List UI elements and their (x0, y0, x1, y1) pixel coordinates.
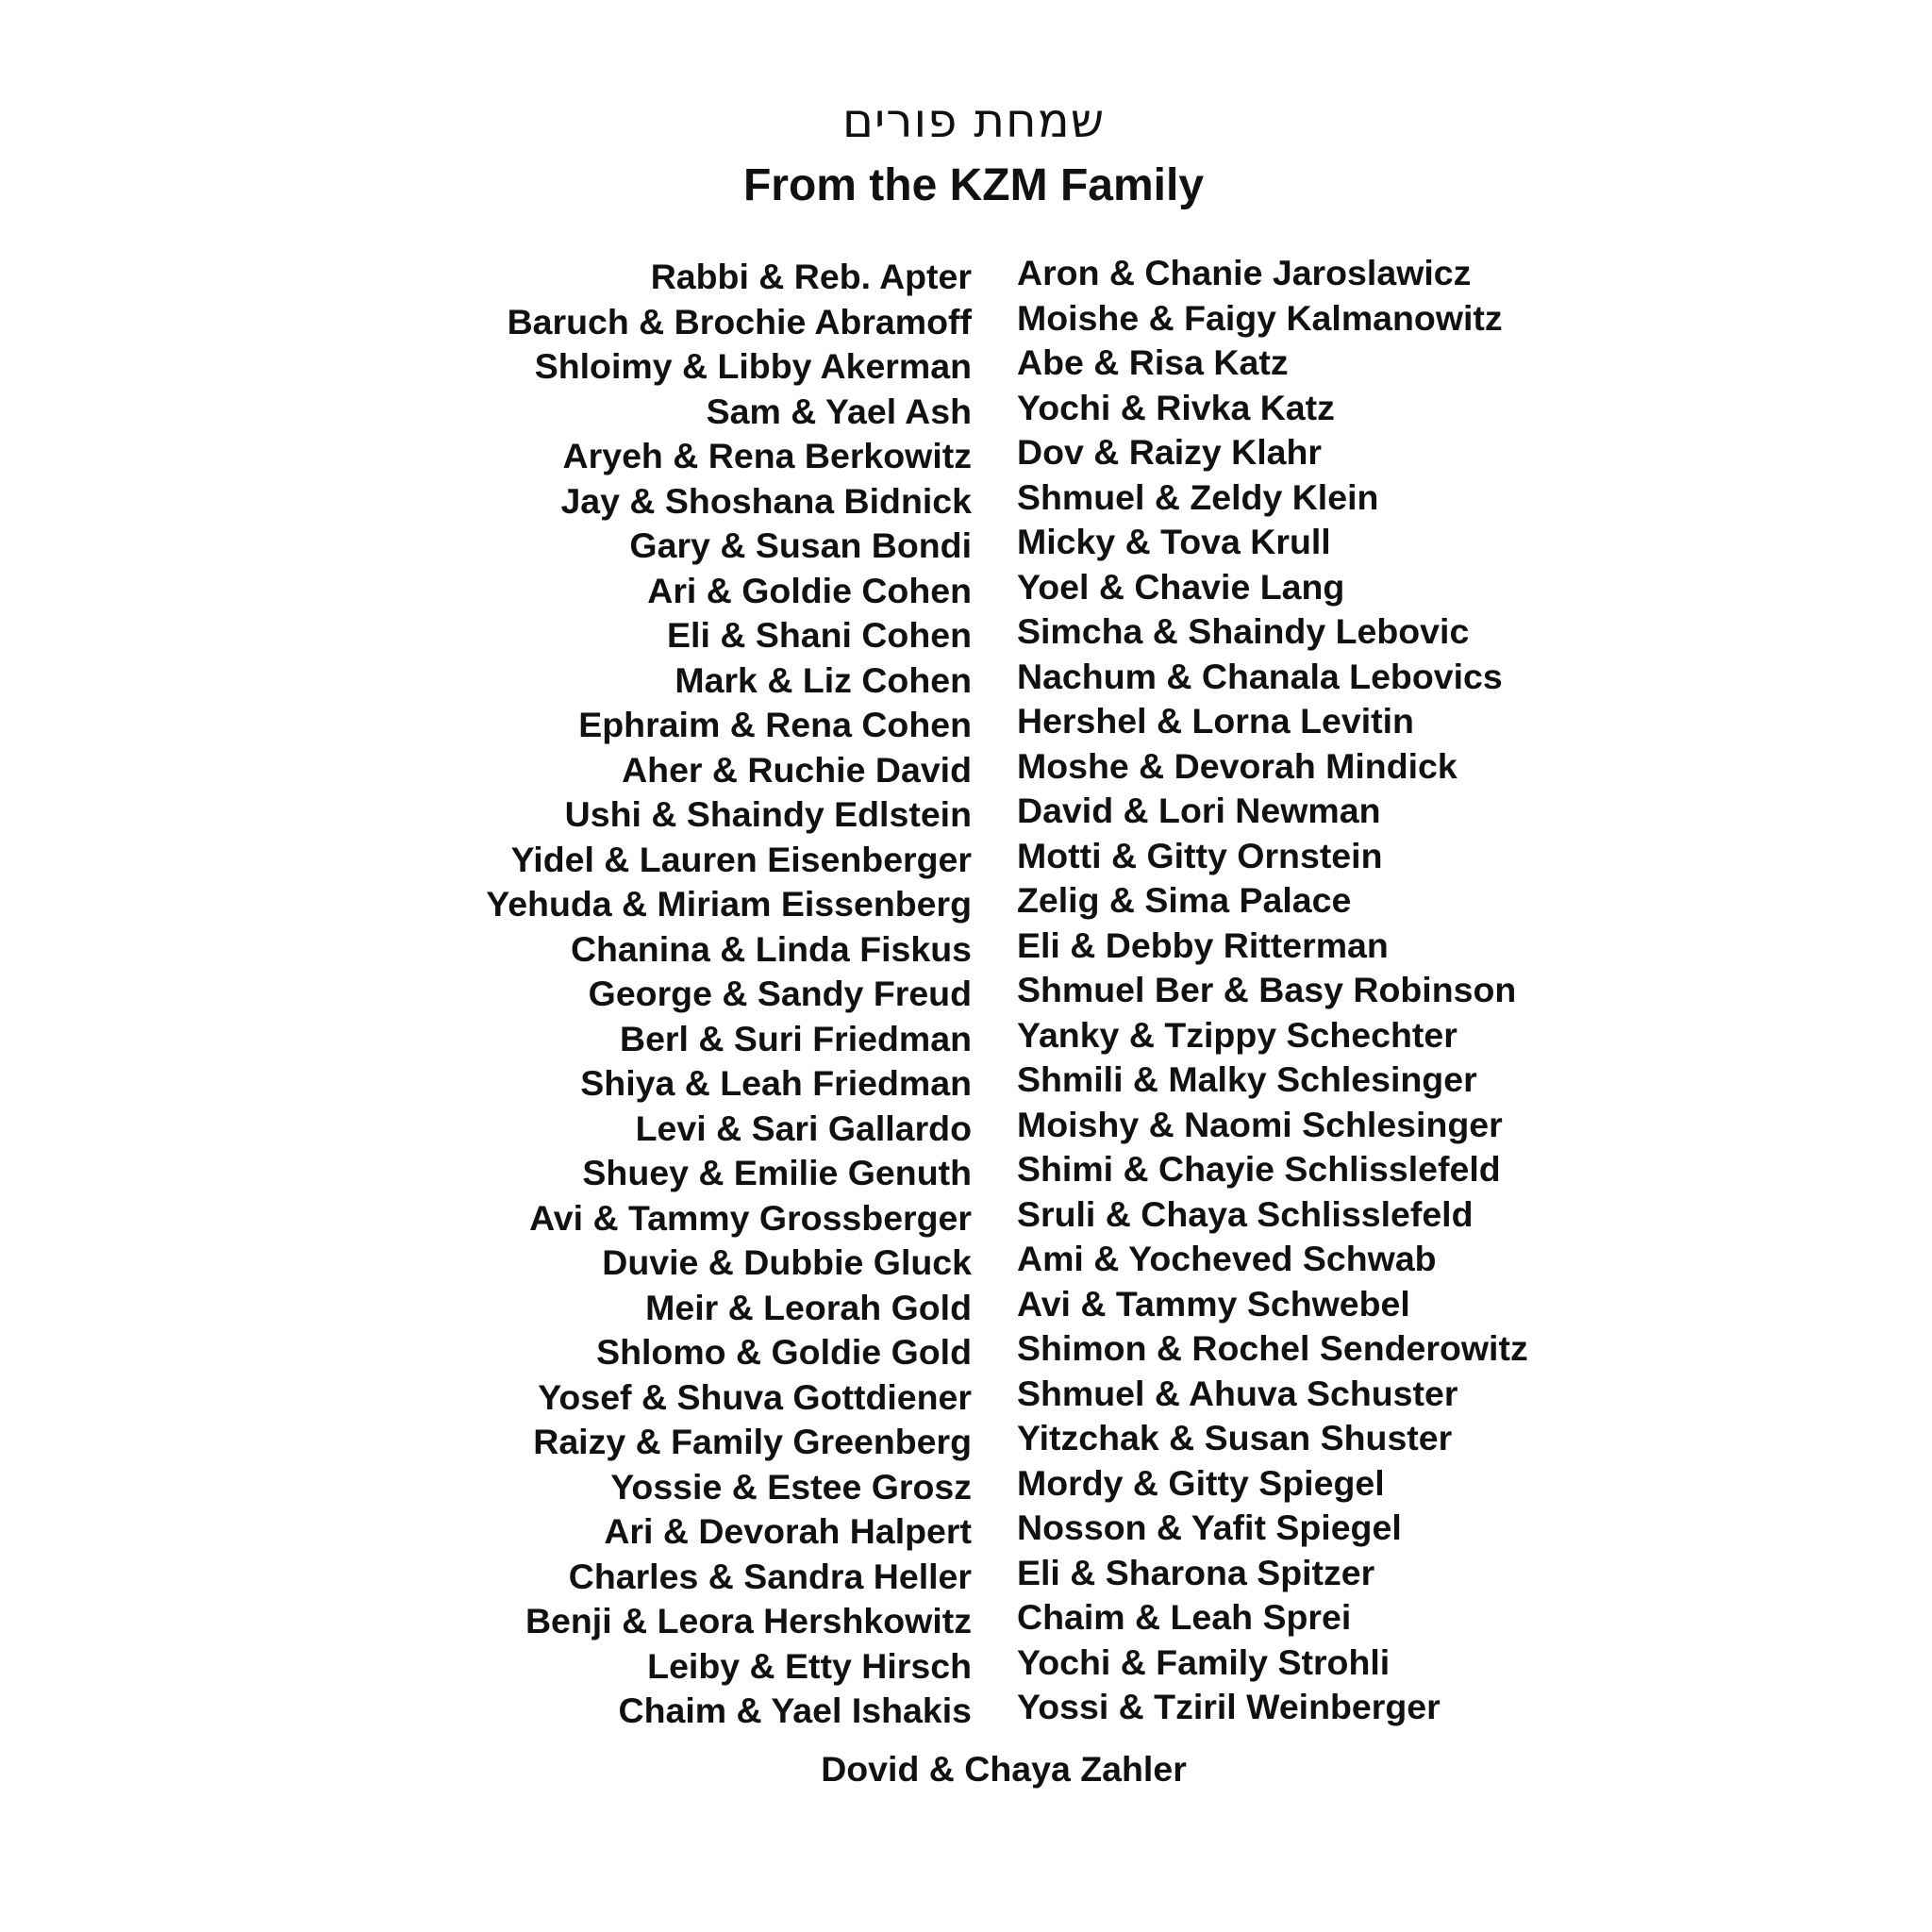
name-entry: Ushi & Shaindy Edlstein (564, 794, 972, 834)
name-entry: Shlomo & Goldie Gold (596, 1332, 972, 1372)
name-entry: Yidel & Lauren Eisenberger (510, 839, 972, 879)
name-entry: Avi & Tammy Schwebel (1017, 1283, 1410, 1324)
name-entry: Shiya & Leah Friedman (580, 1063, 972, 1103)
final-name: Dovid & Chaya Zahler (821, 1749, 1187, 1789)
name-entry: Nachum & Chanala Lebovics (1017, 656, 1503, 696)
name-entry: Nosson & Yafit Spiegel (1017, 1507, 1402, 1547)
name-entry: Dov & Raizy Klahr (1017, 432, 1322, 472)
name-entry: Mordy & Gitty Spiegel (1017, 1462, 1385, 1503)
name-entry: Shmuel & Ahuva Schuster (1017, 1373, 1458, 1413)
name-entry: Aron & Chanie Jaroslawicz (1017, 253, 1472, 292)
name-entry: Moishy & Naomi Schlesinger (1017, 1104, 1503, 1144)
name-entry: Motti & Gitty Ornstein (1017, 835, 1383, 875)
name-entry: Meir & Leorah Gold (645, 1287, 972, 1327)
name-entry: David & Lori Newman (1017, 791, 1381, 830)
name-entry: Benji & Leora Hershkowitz (525, 1601, 972, 1641)
name-entry: George & Sandy Freud (588, 974, 972, 1013)
name-entry: Mark & Liz Cohen (675, 659, 972, 700)
name-entry: Yosef & Shuva Gottdiener (538, 1376, 972, 1417)
page-subtitle: From the KZM Family (742, 160, 1205, 210)
name-entry: Chaim & Leah Sprei (1017, 1597, 1352, 1637)
name-entry: Yoel & Chavie Lang (1017, 566, 1345, 607)
names-column-left (486, 255, 972, 1734)
name-entry: Hershel & Lorna Levitin (1017, 701, 1414, 741)
name-entry: Yanky & Tzippy Schechter (1017, 1014, 1457, 1055)
name-entry: Shloimy & Libby Akerman (534, 346, 972, 386)
name-entry: Ari & Devorah Halpert (604, 1511, 972, 1551)
names-column-right (1017, 251, 1528, 1730)
name-entry: Shuey & Emilie Genuth (582, 1153, 972, 1192)
name-entry: Ephraim & Rena Cohen (578, 705, 972, 744)
name-entry: Shimon & Rochel Senderowitz (1017, 1328, 1528, 1368)
name-entry: Gary & Susan Bondi (629, 525, 972, 565)
name-entry: Chaim & Yael Ishakis (618, 1690, 972, 1730)
name-entry: Jay & Shoshana Bidnick (560, 480, 972, 521)
name-entry: Berl & Suri Friedman (619, 1018, 972, 1058)
name-entry: Rabbi & Reb. Apter (650, 257, 972, 296)
name-entry: Raizy & Family Greenberg (533, 1422, 972, 1461)
name-entry: Leiby & Etty Hirsch (647, 1645, 972, 1686)
name-entry: Yehuda & Miriam Eissenberg (486, 884, 972, 924)
name-entry: Sam & Yael Ash (706, 391, 972, 431)
name-entry: Moshe & Devorah Mindick (1017, 745, 1457, 786)
name-entry: Shimi & Chayie Schlisslefeld (1017, 1149, 1501, 1189)
name-entry: Yossie & Estee Grosz (610, 1466, 972, 1507)
name-entry: Charles & Sandra Heller (568, 1556, 972, 1596)
name-entry: Shmili & Malky Schlesinger (1017, 1059, 1477, 1099)
name-entry: Aryeh & Rena Berkowitz (562, 436, 972, 475)
name-entry: Yochi & Rivka Katz (1017, 387, 1335, 427)
name-entry: Sruli & Chaya Schlisslefeld (1017, 1193, 1474, 1234)
name-entry: Aher & Ruchie David (622, 749, 972, 790)
name-entry: Yochi & Family Strohli (1017, 1641, 1391, 1682)
name-entry: Yossi & Tziril Weinberger (1017, 1687, 1441, 1726)
name-entry: Micky & Tova Krull (1017, 522, 1331, 561)
name-entry: Simcha & Shaindy Lebovic (1017, 611, 1470, 651)
name-entry: Yitzchak & Susan Shuster (1017, 1418, 1453, 1457)
name-entry: Eli & Debby Ritterman (1017, 924, 1389, 965)
hebrew-title: שמחת פורים (841, 93, 1106, 148)
name-entry: Baruch & Brochie Abramoff (507, 301, 972, 341)
name-entry: Abe & Risa Katz (1017, 342, 1289, 382)
name-entry: Avi & Tammy Grossberger (529, 1197, 972, 1238)
name-entry: Levi & Sari Gallardo (635, 1108, 972, 1148)
name-entry: Eli & Shani Cohen (667, 615, 972, 655)
name-entry: Shmuel & Zeldy Klein (1017, 476, 1379, 517)
name-entry: Zelig & Sima Palace (1017, 880, 1352, 920)
name-entry: Ami & Yocheved Schwab (1017, 1239, 1437, 1278)
name-entry: Moishe & Faigy Kalmanowitz (1017, 297, 1503, 338)
name-entry: Ari & Goldie Cohen (647, 570, 972, 610)
name-entry: Eli & Sharona Spitzer (1017, 1552, 1375, 1592)
name-entry: Shmuel Ber & Basy Robinson (1017, 970, 1517, 1009)
name-entry: Duvie & Dubbie Gluck (602, 1242, 972, 1282)
name-entry: Chanina & Linda Fiskus (570, 928, 972, 969)
